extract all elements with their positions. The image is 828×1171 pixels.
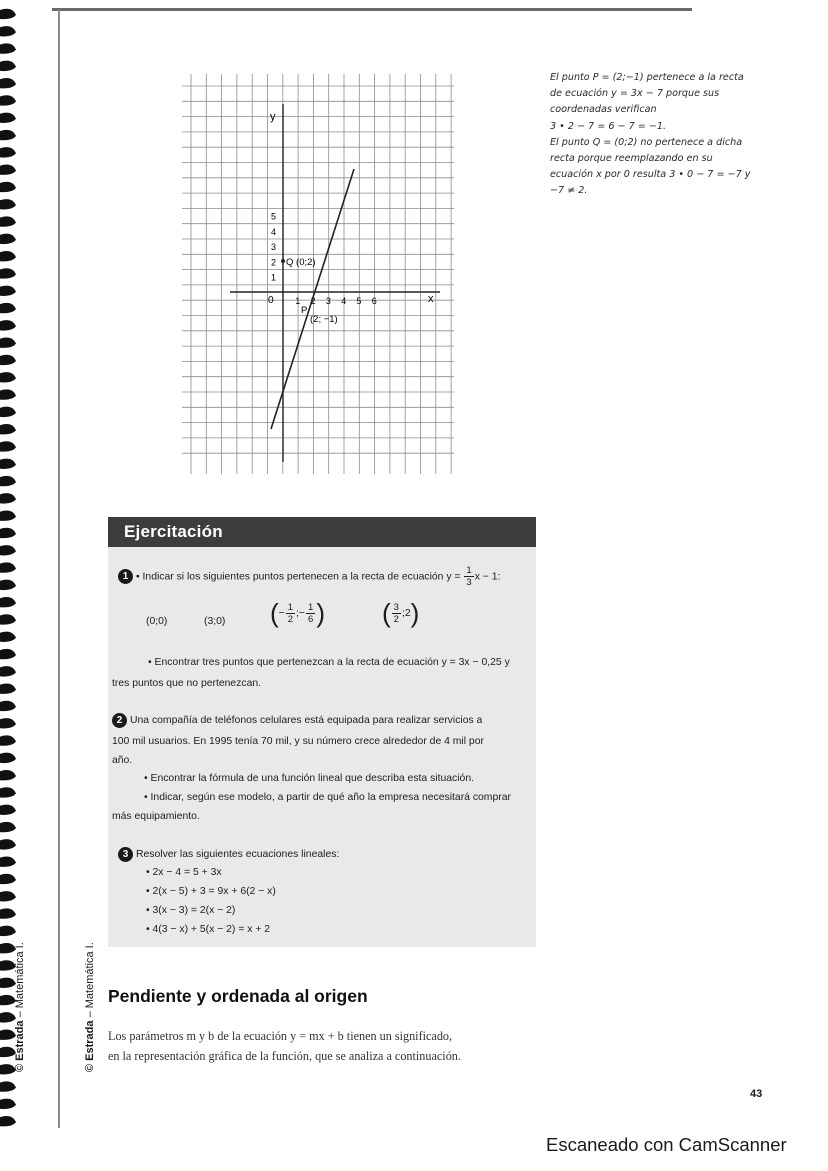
y-tick-label: 5 bbox=[271, 211, 277, 222]
point-1: (0;0) bbox=[146, 616, 168, 627]
side-note-line: El punto P = (2;−1) pertenece a la recta bbox=[550, 72, 744, 83]
exercise-2-line1: 2 Una compañía de teléfonos celulares está equipada para realizar servicios a bbox=[112, 711, 482, 731]
spiral-ring bbox=[0, 389, 16, 399]
x-tick-label: 6 bbox=[371, 296, 377, 306]
point-4: ( $\frac{3}{2}$ ;2) bbox=[382, 598, 420, 628]
side-note-line: 3 • 2 − 7 = 6 − 7 = −1. bbox=[550, 120, 667, 132]
spiral-ring bbox=[0, 459, 16, 469]
y-tick-label: 1 bbox=[271, 272, 277, 283]
spiral-ring bbox=[0, 614, 16, 624]
ejercitacion-box bbox=[108, 517, 536, 947]
spiral-ring bbox=[0, 61, 16, 71]
spiral-ring bbox=[0, 26, 16, 36]
spiral-ring bbox=[0, 822, 16, 832]
spiral-ring bbox=[0, 805, 16, 815]
spiral-ring bbox=[0, 580, 16, 590]
exercise-3-number: 3 bbox=[118, 847, 133, 862]
x-tick-label: 2 bbox=[310, 296, 316, 306]
point-3: (− $\frac{1}{2}$ ;− $\frac{1}{6}$ ) bbox=[270, 598, 325, 628]
spiral-ring bbox=[0, 597, 16, 607]
spiral-ring bbox=[0, 1116, 16, 1126]
spiral-ring bbox=[0, 9, 16, 19]
origin-label: 0 bbox=[268, 295, 274, 306]
spiral-ring bbox=[0, 216, 16, 226]
spiral-ring bbox=[0, 441, 16, 451]
side-note-line: recta porque reemplazando en su bbox=[550, 153, 713, 165]
publisher-credit-inner: © Estrada – Matemática I. bbox=[84, 942, 96, 1072]
spiral-ring bbox=[0, 753, 16, 763]
exercise-3-intro: 3 Resolver las siguientes ecuaciones lineales: bbox=[118, 845, 339, 865]
top-rule bbox=[52, 8, 692, 11]
y-tick-label: 2 bbox=[271, 257, 277, 268]
spiral-ring bbox=[0, 1099, 16, 1109]
side-note-line: −7 ≠ 2. bbox=[550, 185, 588, 197]
y-tick-label: 3 bbox=[271, 242, 277, 253]
x-tick-label: 1 bbox=[295, 296, 301, 306]
side-note bbox=[550, 70, 770, 200]
spiral-ring bbox=[0, 182, 16, 192]
spiral-ring bbox=[0, 528, 16, 538]
side-note-line: de ecuación y = 3x − 7 porque sus bbox=[550, 88, 720, 100]
x-tick-label: 3 bbox=[325, 296, 331, 306]
exercise-3-item-4: • 4(3 − x) + 5(x − 2) = x + 2 bbox=[146, 924, 271, 935]
spiral-ring bbox=[0, 268, 16, 278]
spiral-ring bbox=[0, 770, 16, 780]
exercise-2-bullet1: • Encontrar la fórmula de una función lineal que describa esta situación. bbox=[144, 773, 474, 784]
spiral-ring bbox=[0, 199, 16, 209]
exercise-2-number: 2 bbox=[112, 713, 127, 728]
side-note-line: coordenadas verifican bbox=[550, 104, 657, 116]
spiral-ring bbox=[0, 251, 16, 261]
exercise-3-item-3: • 3(x − 3) = 2(x − 2) bbox=[146, 905, 236, 916]
spiral-ring bbox=[0, 43, 16, 53]
exercise-3-item-1: • 2x − 4 = 5 + 3x bbox=[146, 867, 222, 878]
y-axis-label: y bbox=[270, 111, 276, 123]
ejercitacion-title: Ejercitación bbox=[124, 522, 223, 541]
x-tick-labels bbox=[295, 296, 377, 306]
section-paragraph bbox=[108, 1026, 538, 1066]
point-2: (3;0) bbox=[204, 616, 226, 627]
spiral-ring bbox=[0, 407, 16, 417]
exercise-1-number: 1 bbox=[118, 569, 133, 584]
spiral-ring bbox=[0, 926, 16, 936]
coordinate-graph bbox=[182, 74, 454, 474]
spiral-ring bbox=[0, 234, 16, 244]
spiral-ring bbox=[0, 632, 16, 642]
paragraph-line-2: en la representación gráfica de la función, que se analiza a continuación. bbox=[108, 1049, 461, 1063]
point-p-coords: (2; −1) bbox=[310, 314, 338, 325]
exercise-1-prompt: 1 • Indicar si los siguientes puntos pertenecen a la recta de ecuación y = $\frac{1}{3}$ x − 1: bbox=[118, 565, 500, 588]
camscanner-watermark: Escaneado con CamScanner bbox=[546, 1134, 787, 1155]
spiral-ring bbox=[0, 735, 16, 745]
spiral-ring bbox=[0, 493, 16, 503]
spiral-ring bbox=[0, 1081, 16, 1091]
side-note-line: El punto Q = (0;2) no pertenece a dicha bbox=[550, 136, 743, 148]
ejercitacion-header bbox=[108, 517, 536, 547]
spiral-ring bbox=[0, 545, 16, 555]
spiral-ring bbox=[0, 683, 16, 693]
spiral-ring bbox=[0, 649, 16, 659]
margin-rule bbox=[58, 10, 60, 1128]
spiral-ring bbox=[0, 113, 16, 123]
spiral-ring bbox=[0, 95, 16, 105]
spiral-ring bbox=[0, 130, 16, 140]
exercise-2-bullet2-line2: más equipamiento. bbox=[112, 811, 200, 822]
spiral-ring bbox=[0, 303, 16, 313]
graph-grid bbox=[182, 74, 454, 474]
point-p-letter: P bbox=[301, 305, 308, 316]
spiral-ring bbox=[0, 856, 16, 866]
paragraph-line-1: Los parámetros m y b de la ecuación y = mx + b tienen un significado, bbox=[108, 1029, 453, 1043]
y-tick-label: 4 bbox=[271, 226, 277, 237]
fraction-one-third: $\frac{1}{3}$ bbox=[466, 565, 472, 588]
spiral-ring bbox=[0, 562, 16, 572]
spiral-ring bbox=[0, 666, 16, 676]
spiral-ring bbox=[0, 908, 16, 918]
exercise-2-bullet2-line1: • Indicar, según ese modelo, a partir de qué año la empresa necesitará comprar bbox=[144, 792, 511, 803]
spiral-ring bbox=[0, 874, 16, 884]
spiral-ring bbox=[0, 701, 16, 711]
point-q-label: Q (0;2) bbox=[286, 257, 316, 268]
point-q-marker bbox=[281, 259, 285, 263]
spiral-ring bbox=[0, 424, 16, 434]
spiral-ring bbox=[0, 78, 16, 88]
spiral-ring bbox=[0, 839, 16, 849]
spiral-ring bbox=[0, 718, 16, 728]
side-note-line: ecuación x por 0 resulta 3 • 0 − 7 = −7 y bbox=[550, 169, 751, 181]
spiral-ring bbox=[0, 891, 16, 901]
spiral-ring bbox=[0, 355, 16, 365]
section-title: Pendiente y ordenada al origen bbox=[108, 986, 368, 1006]
exercise-1-task2-line1: • Encontrar tres puntos que pertenezcan a la recta de ecuación y = 3x − 0,25 y bbox=[148, 657, 510, 668]
y-tick-labels bbox=[271, 212, 276, 283]
spiral-ring bbox=[0, 320, 16, 330]
x-tick-label: 5 bbox=[356, 296, 362, 306]
spiral-ring bbox=[0, 787, 16, 797]
exercise-2-line3: año. bbox=[112, 755, 133, 766]
x-tick-label: 4 bbox=[341, 296, 347, 306]
spiral-ring bbox=[0, 337, 16, 347]
exercise-3-item-2: • 2(x − 5) + 3 = 9x + 6(2 − x) bbox=[146, 886, 276, 897]
exercise-2-line2: 100 mil usuarios. En 1995 tenía 70 mil, y su número crece alrededor de 4 mil por bbox=[112, 736, 484, 747]
exercise-1-task2-line2: tres puntos que no pertenezcan. bbox=[112, 678, 262, 689]
spiral-ring bbox=[0, 476, 16, 486]
spiral-ring bbox=[0, 147, 16, 157]
spiral-ring bbox=[0, 372, 16, 382]
spiral-ring bbox=[0, 164, 16, 174]
spiral-ring bbox=[0, 510, 16, 520]
spiral-ring bbox=[0, 286, 16, 296]
publisher-credit-outer: © Estrada – Matemática I. bbox=[14, 942, 26, 1072]
page-number: 43 bbox=[750, 1088, 763, 1100]
x-axis-label: x bbox=[428, 293, 434, 305]
